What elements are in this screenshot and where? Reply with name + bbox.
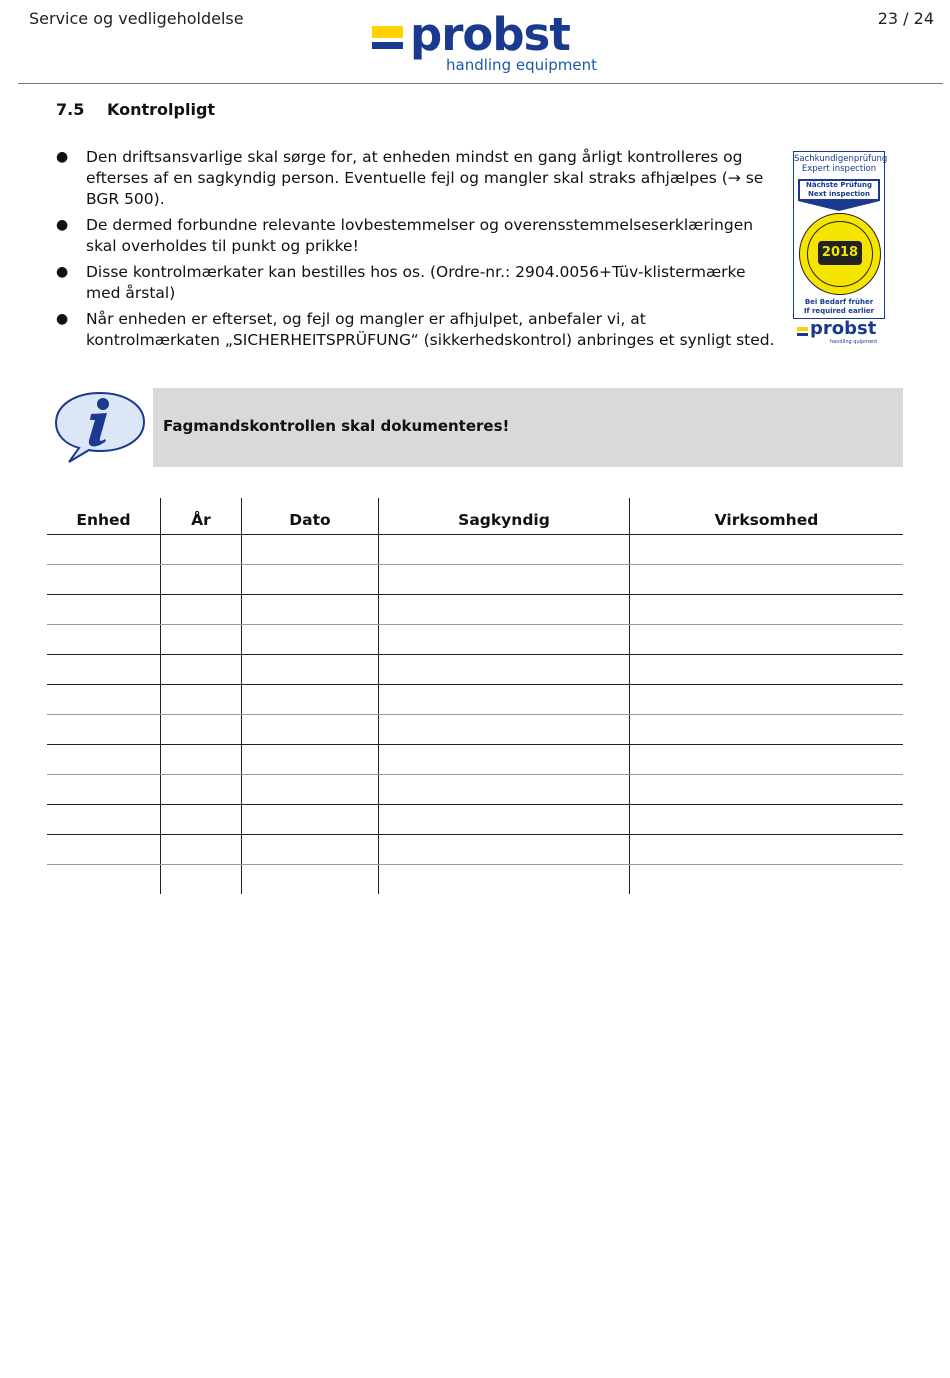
table-cell[interactable] [47,805,161,835]
table-row [47,595,903,625]
logo-tagline: handling equipment [446,56,598,74]
table-cell[interactable] [630,595,904,625]
table-cell[interactable] [630,775,904,805]
sticker-logo-bar-yellow [797,327,808,331]
table-cell[interactable] [242,865,379,895]
table-cell[interactable] [379,835,630,865]
table-row [47,805,903,835]
probst-logo [370,8,600,76]
table-cell[interactable] [161,685,242,715]
header-divider [18,83,943,84]
table-cell[interactable] [379,805,630,835]
table-cell[interactable] [630,715,904,745]
bullet-icon: ● [56,149,69,165]
page-counter: 23 / 24 [877,9,934,28]
column-header-dato: Dato [242,498,379,535]
table-header-row [47,498,903,535]
table-cell[interactable] [242,535,379,565]
sticker-bottom-line2: If required earlier [803,307,875,315]
table-row [47,565,903,595]
table-cell[interactable] [379,535,630,565]
inspection-sticker-image [790,150,890,348]
requirements-list [56,147,776,356]
table-cell[interactable] [379,685,630,715]
table-cell[interactable] [161,805,242,835]
sticker-year: 2018 [818,241,862,265]
logo-wordmark: probst [410,8,570,61]
inspection-log-table [47,498,903,894]
table-cell[interactable] [379,715,630,745]
sticker-logo-word: probst [810,318,877,339]
table-cell[interactable] [47,625,161,655]
sticker-bottom-text [794,298,884,316]
sticker-top-line2: Expert inspection [801,164,877,174]
table-cell[interactable] [47,685,161,715]
table-cell[interactable] [630,805,904,835]
list-item [56,262,776,304]
table-cell[interactable] [161,565,242,595]
table-cell[interactable] [630,835,904,865]
sticker-seal [799,213,881,295]
sticker-next-text [800,181,878,199]
sticker-next-box [798,179,880,201]
sticker-next-line2: Next inspection [808,190,870,198]
table-cell[interactable] [630,565,904,595]
table-cell[interactable] [242,595,379,625]
table-cell[interactable] [242,805,379,835]
bullet-icon: ● [56,217,69,233]
table-cell[interactable] [379,625,630,655]
section-number: 7.5 [56,100,85,119]
table-cell[interactable] [161,535,242,565]
table-cell[interactable] [242,565,379,595]
column-header-sagkyndig: Sagkyndig [379,498,630,535]
table-row [47,775,903,805]
table-cell[interactable] [161,595,242,625]
sticker-bottom-line1: Bei Bedarf früher [804,298,874,306]
list-item [56,147,776,210]
table-cell[interactable] [47,565,161,595]
table-cell[interactable] [242,745,379,775]
table-cell[interactable] [379,775,630,805]
table-cell[interactable] [47,835,161,865]
sticker-logo [796,318,886,346]
table-row [47,865,903,895]
table-cell[interactable] [630,685,904,715]
table-cell[interactable] [47,745,161,775]
table-cell[interactable] [379,865,630,895]
column-header-virksomhed: Virksomhed [630,498,904,535]
table-cell[interactable] [242,625,379,655]
table-cell[interactable] [242,835,379,865]
table-row [47,835,903,865]
table-cell[interactable] [379,655,630,685]
table-cell[interactable] [161,835,242,865]
sticker-logo-bar-blue [797,333,808,336]
table-cell[interactable] [161,775,242,805]
table-row [47,685,903,715]
section-title: Kontrolpligt [107,100,216,119]
list-item-text: Disse kontrolmærkater kan bestilles hos os. (Ordre-nr.: 2904.0056+Tüv-klistermærke med årstal) [86,263,746,302]
table-cell[interactable] [379,595,630,625]
sticker-card [793,151,888,319]
table-cell[interactable] [47,655,161,685]
bullet-icon: ● [56,264,69,280]
sticker-next-line1: Nächste Prüfung [805,181,872,189]
table-cell[interactable] [161,865,242,895]
table-cell[interactable] [630,745,904,775]
list-item-text: Den driftsansvarlige skal sørge for, at enheden mindst en gang årligt kontrolleres og efterses af en sagkyndig person. Eventuelle fejl og mangler skal straks afhjælpes (→ se BGR 500). [86,148,764,208]
header-section-label: Service og vedligeholdelse [29,9,244,28]
table-cell[interactable] [379,745,630,775]
table-cell[interactable] [379,565,630,595]
table-cell[interactable] [47,715,161,745]
table-cell[interactable] [47,775,161,805]
table-cell[interactable] [630,655,904,685]
table-row [47,715,903,745]
table-cell[interactable] [47,595,161,625]
list-item [56,309,776,351]
table-cell[interactable] [47,535,161,565]
table-cell[interactable] [242,715,379,745]
logo-bar-blue [372,42,403,49]
list-item [56,215,776,257]
column-header-enhed: Enhed [47,498,161,535]
table-cell[interactable] [161,745,242,775]
list-item-text: De dermed forbundne relevante lovbestemmelser og overensstemmelseserklæringen skal overholdes til punkt og prikke! [86,216,754,255]
table-row [47,535,903,565]
table-row [47,655,903,685]
table-row [47,745,903,775]
table-cell[interactable] [630,535,904,565]
table-cell[interactable] [242,685,379,715]
info-text: Fagmandskontrollen skal dokumenteres! [163,417,510,435]
table-row [47,625,903,655]
table-cell[interactable] [630,625,904,655]
bullet-icon: ● [56,311,69,327]
info-speech-bubble-icon [53,390,147,464]
sticker-top-line1: Sachkundigenprüfung [794,154,888,164]
table-cell[interactable] [47,865,161,895]
table-cell[interactable] [161,655,242,685]
sticker-top-text [794,154,888,174]
info-callout [153,388,903,467]
table-cell[interactable] [161,715,242,745]
table-cell[interactable] [161,625,242,655]
table-cell[interactable] [630,865,904,895]
logo-bar-yellow [372,26,403,38]
table-cell[interactable] [242,655,379,685]
list-item-text: Når enheden er efterset, og fejl og mangler er afhjulpet, anbefaler vi, at kontrolmærkaten „SICHERHEITSPRÜFUNG“ (sikkerhedskontrol) anbringes et synligt sted. [86,310,775,349]
table-cell[interactable] [242,775,379,805]
column-header-ar: År [161,498,242,535]
sticker-logo-tag: handling quipment [830,339,878,345]
sticker-arrow-icon [798,201,880,211]
